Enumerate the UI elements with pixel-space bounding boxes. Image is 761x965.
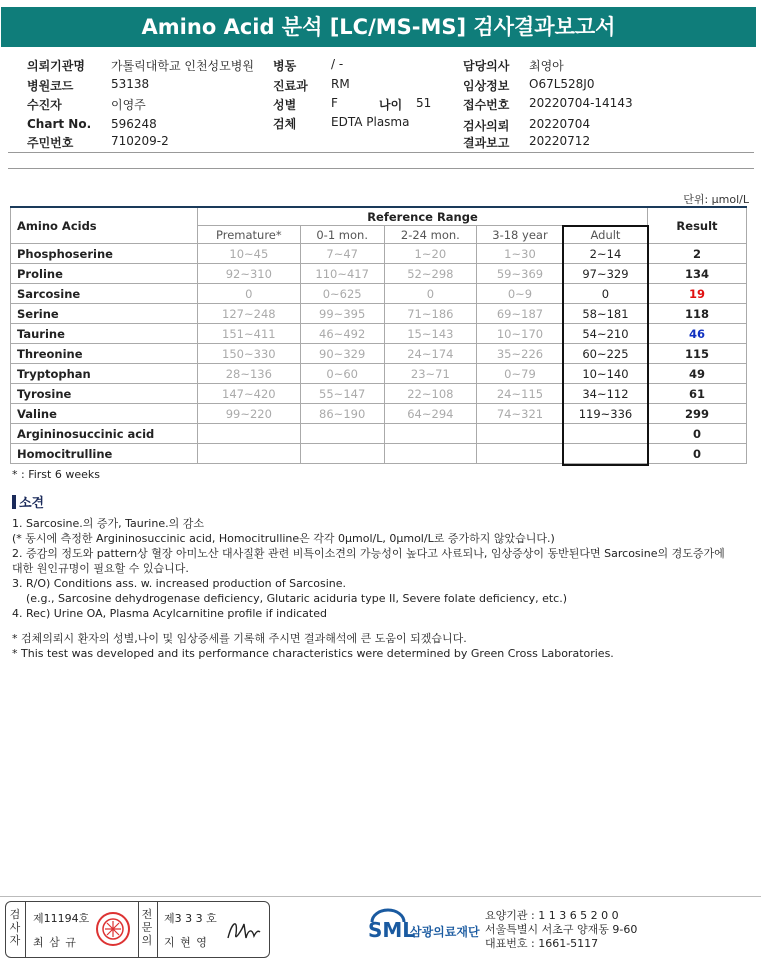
adult-range (563, 444, 647, 464)
specimen-value: EDTA Plasma (331, 115, 410, 129)
reference-range: 10~170 (477, 324, 564, 344)
logo-text: SML (368, 918, 416, 942)
reference-range: 24~115 (477, 384, 564, 404)
reference-range: 86~190 (300, 404, 384, 424)
unit-label: 단위: μmol/L (683, 193, 749, 206)
seal-icon (95, 911, 131, 947)
reference-range: 52~298 (384, 264, 476, 284)
amino-acid-name: Proline (11, 264, 198, 284)
examinee-label: 수진자 (27, 98, 62, 112)
result-value: 0 (648, 424, 747, 444)
lab-code: 요양기관 : 1 1 3 6 5 2 0 0 (485, 909, 619, 922)
reference-range (198, 444, 301, 464)
amino-acid-name: Tryptophan (11, 364, 198, 384)
reference-range: 0~625 (300, 284, 384, 304)
request-label: 검사의뢰 (463, 119, 510, 133)
reference-range: 1~30 (477, 244, 564, 264)
header-reference-range: Reference Range (198, 207, 648, 226)
table-row (11, 404, 747, 424)
result-value: 46 (648, 324, 747, 344)
chart-value: 596248 (111, 117, 157, 131)
doctor-label: 담당의사 (463, 59, 510, 73)
adult-range: 97~329 (563, 264, 647, 284)
reference-range: 10~45 (198, 244, 301, 264)
note-line: * This test was developed and its performance characteristics were determined by Green Cross Laboratories. (12, 647, 614, 660)
reference-range: 69~187 (477, 304, 564, 324)
reference-range: 0~9 (477, 284, 564, 304)
reference-range (198, 424, 301, 444)
comment-line: 3. R/O) Conditions ass. w. increased production of Sarcosine. (12, 577, 346, 590)
reference-range (384, 444, 476, 464)
reference-range: 147~420 (198, 384, 301, 404)
reference-range (300, 444, 384, 464)
adult-range: 2~14 (563, 244, 647, 264)
comment-line: 1. Sarcosine.의 증가, Taurine.의 감소 (12, 517, 204, 530)
reference-range (477, 444, 564, 464)
institution-value: 가톨릭대학교 인천성모병원 (111, 59, 254, 73)
logo-name: 삼광의료재단 (410, 925, 480, 939)
tester-label: 검사자 (9, 908, 21, 947)
adult-range (563, 424, 647, 444)
reference-range: 110~417 (300, 264, 384, 284)
result-value: 118 (648, 304, 747, 324)
report-label: 결과보고 (463, 136, 510, 150)
amino-acid-name: Sarcosine (11, 284, 198, 304)
adult-range: 60~225 (563, 344, 647, 364)
reference-range (477, 424, 564, 444)
specimen-label: 검체 (273, 117, 297, 131)
result-value: 134 (648, 264, 747, 284)
reference-range: 23~71 (384, 364, 476, 384)
signature-icon (224, 912, 264, 946)
adult-range: 0 (563, 284, 647, 304)
lab-phone: 대표번호 : 1661-5117 (485, 937, 599, 950)
result-value: 49 (648, 364, 747, 384)
section-bar (12, 495, 16, 509)
reference-range: 127~248 (198, 304, 301, 324)
reference-range: 24~174 (384, 344, 476, 364)
clinical-label: 임상정보 (463, 79, 510, 93)
lab-address: 서울특별시 서초구 양재동 9-60 (485, 923, 638, 936)
footer-divider (0, 896, 761, 897)
reference-range: 0~60 (300, 364, 384, 384)
note-line: * 검체의뢰시 환자의 성별,나이 및 임상증세를 기록해 주시면 결과해석에 큰 도움이 되겠습니다. (12, 632, 467, 645)
specialist-license: 제3 3 3 호 (164, 912, 217, 925)
chart-label: Chart No. (27, 117, 92, 131)
adult-range: 119~336 (563, 404, 647, 424)
receipt-value: 20220704-14143 (529, 96, 633, 110)
reference-range: 92~310 (198, 264, 301, 284)
comment-line: (e.g., Sarcosine dehydrogenase deficiency, Glutaric aciduria type II, Severe folate deficiency, etc.) (26, 592, 568, 605)
adult-range: 54~210 (563, 324, 647, 344)
reference-range: 22~108 (384, 384, 476, 404)
section-title-text: 소견 (19, 496, 45, 511)
reference-range: 74~321 (477, 404, 564, 424)
table-row (11, 384, 747, 404)
reference-range: 1~20 (384, 244, 476, 264)
reference-range: 55~147 (300, 384, 384, 404)
ward-value: / - (331, 57, 344, 71)
footnote: * : First 6 weeks (12, 468, 100, 481)
hospital-code-label: 병원코드 (27, 79, 74, 93)
amino-acid-name: Homocitrulline (11, 444, 198, 464)
table-row (11, 344, 747, 364)
hospital-code-value: 53138 (111, 77, 150, 91)
reference-range: 59~369 (477, 264, 564, 284)
divider (157, 902, 158, 957)
table-row (11, 444, 747, 464)
table-row (11, 424, 747, 444)
receipt-label: 접수번호 (463, 98, 510, 112)
ward-label: 병동 (273, 59, 297, 73)
reference-range (300, 424, 384, 444)
reference-range (384, 424, 476, 444)
reference-range: 46~492 (300, 324, 384, 344)
sex-value: F (331, 96, 338, 110)
reference-range: 28~136 (198, 364, 301, 384)
subheader-range: 3-18 year (477, 226, 564, 244)
comments (12, 516, 752, 621)
reference-range: 64~294 (384, 404, 476, 424)
table-row (11, 244, 747, 264)
table-row (11, 284, 747, 304)
amino-acid-name: Phosphoserine (11, 244, 198, 264)
comment-line: (* 동시에 측정한 Argininosuccinic acid, Homocitrulline은 각각 0μmol/L, 0μmol/L로 증가하지 않았습니다.) (12, 532, 555, 545)
amino-acid-name: Serine (11, 304, 198, 324)
comment-line: 대한 원인규명이 필요할 수 있습니다. (12, 562, 189, 575)
subheader-range: 0-1 mon. (300, 226, 384, 244)
age-value: 51 (416, 96, 432, 110)
reference-range: 150~330 (198, 344, 301, 364)
adult-range: 10~140 (563, 364, 647, 384)
header-result: Result (648, 207, 747, 244)
results-table (10, 206, 747, 464)
amino-acid-name: Taurine (11, 324, 198, 344)
amino-acid-name: Argininosuccinic acid (11, 424, 198, 444)
table-row (11, 304, 747, 324)
result-value: 299 (648, 404, 747, 424)
reference-range: 15~143 (384, 324, 476, 344)
result-value: 19 (648, 284, 747, 304)
specialist-name: 지 현 영 (164, 936, 208, 949)
amino-acid-name: Tyrosine (11, 384, 198, 404)
amino-acid-name: Valine (11, 404, 198, 424)
tester-name: 최 삼 규 (33, 936, 77, 949)
divider (8, 152, 754, 153)
reference-range: 99~220 (198, 404, 301, 424)
reference-range: 0 (384, 284, 476, 304)
resident-value: 710209-2 (111, 134, 169, 148)
age-label: 나이 (379, 98, 403, 112)
table-row (11, 364, 747, 384)
comment-line: 2. 증감의 정도와 pattern상 혈장 아미노산 대사질환 관련 비특이소견의 가능성이 높다고 사료되나, 임상증상이 동반된다면 Sarcosine의 경도증가에 (12, 547, 725, 560)
report-title: Amino Acid 분석 [LC/MS-MS] 검사결과보고서 (1, 7, 756, 47)
reference-range: 7~47 (300, 244, 384, 264)
notes (12, 631, 614, 661)
signature-box (5, 901, 270, 958)
request-value: 20220704 (529, 117, 591, 131)
reference-range: 71~186 (384, 304, 476, 324)
dept-value: RM (331, 77, 350, 91)
divider (8, 168, 754, 169)
subheader-range: Premature* (198, 226, 301, 244)
comment-line: 4. Rec) Urine OA, Plasma Acylcarnitine profile if indicated (12, 607, 327, 620)
section-title (12, 492, 44, 511)
doctor-value: 최영아 (529, 59, 564, 73)
examinee-value: 이영주 (111, 98, 146, 112)
tester-license: 제11194호 (33, 912, 90, 925)
reference-range: 35~226 (477, 344, 564, 364)
result-value: 115 (648, 344, 747, 364)
adult-range: 34~112 (563, 384, 647, 404)
subheader-adult: Adult (563, 226, 647, 244)
sex-label: 성별 (273, 98, 297, 112)
lab-info (485, 909, 637, 951)
table-row (11, 324, 747, 344)
reference-range: 0~79 (477, 364, 564, 384)
reference-range: 151~411 (198, 324, 301, 344)
amino-acid-name: Threonine (11, 344, 198, 364)
reference-range: 0 (198, 284, 301, 304)
reference-range: 99~395 (300, 304, 384, 324)
result-value: 2 (648, 244, 747, 264)
result-value: 61 (648, 384, 747, 404)
specialist-label: 전문의 (141, 908, 153, 947)
institution-label: 의뢰기관명 (27, 59, 85, 73)
result-value: 0 (648, 444, 747, 464)
adult-range: 58~181 (563, 304, 647, 324)
header-amino-acids: Amino Acids (11, 207, 198, 244)
table-row (11, 264, 747, 284)
dept-label: 진료과 (273, 79, 308, 93)
reference-range: 90~329 (300, 344, 384, 364)
divider (138, 902, 139, 957)
report-value: 20220712 (529, 134, 591, 148)
clinical-value: O67L528J0 (529, 77, 595, 91)
resident-label: 주민번호 (27, 136, 74, 150)
subheader-range: 2-24 mon. (384, 226, 476, 244)
divider (25, 902, 26, 957)
